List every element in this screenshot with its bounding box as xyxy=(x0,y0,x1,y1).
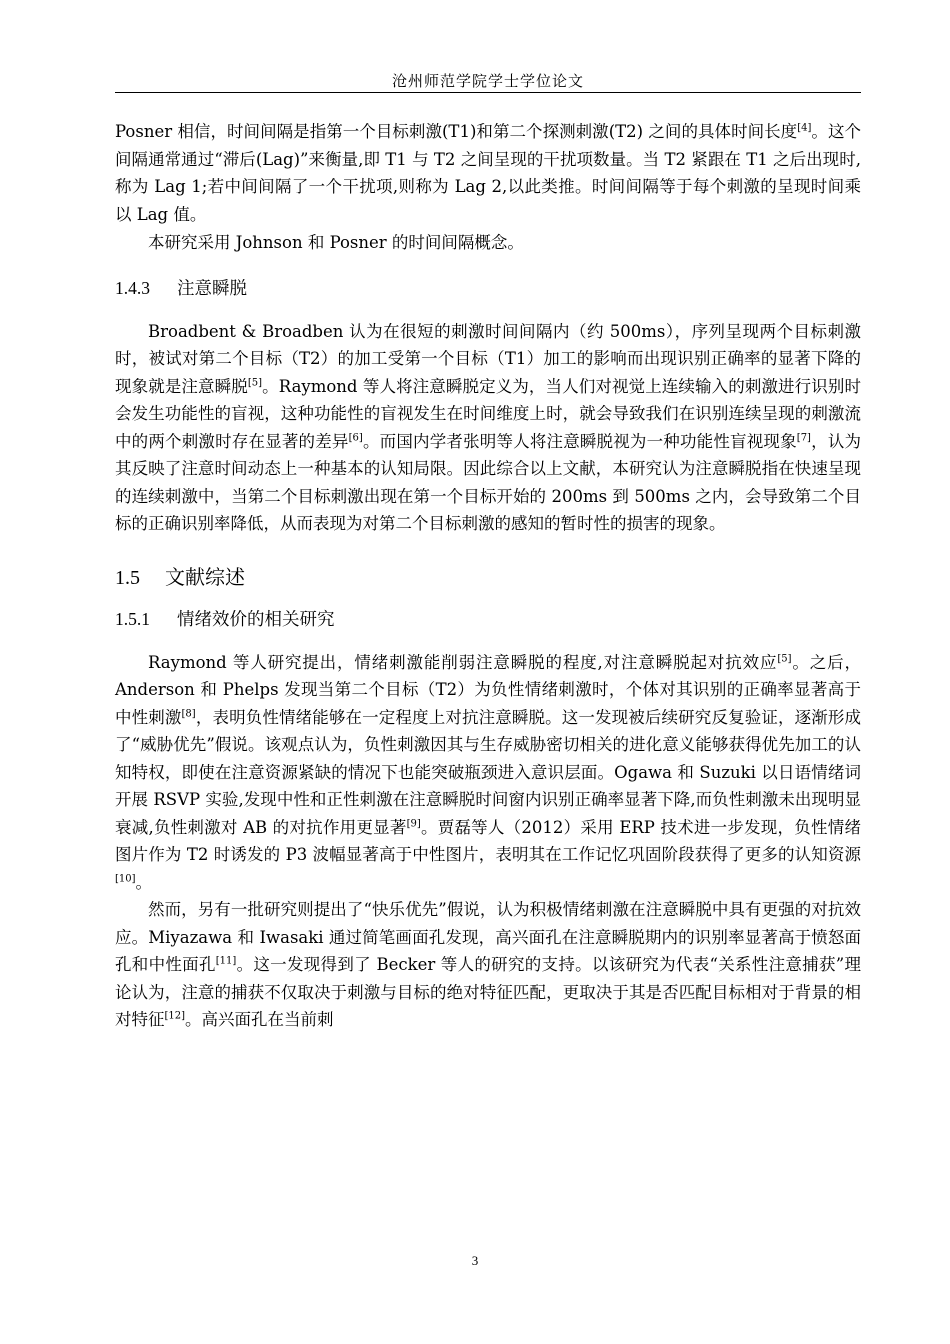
citation-5: [5] xyxy=(777,653,792,664)
text-run: 。Raymond 等人将注意瞬脱定义为，当人们对视觉上连续输入的刺激进行识别时会发生功能性的盲视，这种功能性的盲视发生在时间维度上时，就会导致我们在识别连续呈现的刺激流中的两个刺激时存在显著的差异 xyxy=(115,376,861,451)
section-title: 注意瞬脱 xyxy=(177,278,247,299)
citation-10: [10] xyxy=(115,873,136,884)
citation-11: [11] xyxy=(215,955,237,967)
paragraph-concept-adopted xyxy=(115,229,861,257)
text-run: 。高兴面孔在当前刺 xyxy=(185,1010,334,1029)
page-body xyxy=(115,118,861,1034)
paragraph-attentional-blink-definition xyxy=(115,318,861,538)
page-number: 3 xyxy=(471,1253,479,1268)
paragraph-happiness-priority xyxy=(115,896,861,1034)
text-run: 。贾磊等人（2012）采用 ERP 技术进一步发现，负性情绪图片作为 T2 时诱发的 P3 波幅显著高于中性图片，表明其在工作记忆巩固阶段获得了更多的认知资源 xyxy=(115,817,861,864)
section-number: 1.5.1 xyxy=(115,608,150,629)
section-number: 1.5 xyxy=(115,566,140,589)
citation-7: [7] xyxy=(796,432,811,443)
section-number: 1.4.3 xyxy=(115,277,150,298)
text-run: 然而，另有一批研究则提出了“快乐优先”假说，认为积极情绪刺激在注意瞬脱中具有更强的对抗效应。Miyazawa 和 Iwasaki 通过简笔画面孔发现，高兴面孔在注意瞬脱期内的识别率显著高于愤怒面孔和中性面孔 xyxy=(115,900,861,974)
section-heading-1-4-3 xyxy=(115,275,861,303)
text-run: 。 xyxy=(135,872,153,892)
citation-12: [12] xyxy=(164,1010,186,1022)
text-run: 。之后，Anderson 和 Phelps 发现当第二个目标（T2）为负性情绪刺激时，个体对其识别的正确率显著高于中性刺激 xyxy=(115,652,861,727)
text-run: 。这一发现得到了 Becker 等人的研究的支持。以该研究为代表“关系性注意捕获”理论认为，注意的捕获不仅取决于刺激与目标的绝对特征匹配，更取决于其是否匹配目标相对于背景的相对特征 xyxy=(115,955,861,1029)
citation-9: [9] xyxy=(406,818,421,829)
text-run: 本研究采用 Johnson 和 Posner 的时间间隔概念。 xyxy=(148,233,524,252)
paragraph-emotional-valence-studies xyxy=(115,649,861,897)
text-run: Raymond 等人研究提出，情绪刺激能削弱注意瞬脱的程度,对注意瞬脱起对抗效应 xyxy=(148,652,778,672)
citation-6: [6] xyxy=(348,432,363,443)
text-run: Posner 相信，时间间隔是指第一个目标刺激(T1)和第二个探测刺激(T2) 之间的具体时间长度 xyxy=(115,122,798,141)
section-heading-1-5 xyxy=(115,562,861,593)
text-run: 。而国内学者张明等人将注意瞬脱视为一种功能性盲视现象 xyxy=(362,431,797,451)
text-run: Broadbent & Broadben 认为在很短的刺激时间间隔内（约 500ms），序列呈现两个目标刺激时，被试对第二个目标（T2）的加工受第一个目标（T1）加工的影响而出现识别正确率的显著下降的现象就是注意瞬脱 xyxy=(115,321,861,396)
text-run: ，认为其反映了注意时间动态上一种基本的认知局限。因此综合以上文献，本研究认为注意瞬脱指在快速呈现的连续刺激中，当第二个目标刺激出现在第一个目标开始的 200ms 到 500ms 之内，会导致第二个目标的正确识别率降低，从而表现为对第二个目标刺激的感知的暂时性的损害的现象。 xyxy=(115,431,862,533)
header-rule xyxy=(115,92,861,93)
citation-8: [8] xyxy=(181,708,196,719)
citation-4: [4] xyxy=(797,122,812,134)
section-heading-1-5-1 xyxy=(115,606,861,634)
running-header: 沧州师范学院学士学位论文 xyxy=(391,72,584,90)
paragraph-time-interval xyxy=(115,118,861,228)
text-run: 。这个间隔通常通过“滞后(Lag)”来衡量,即 T1 与 T2 之间呈现的干扰项数量。当 T2 紧跟在 T1 之后出现时,称为 Lag 1;若中间间隔了一个干扰项,则称为 Lag 2,以此类推。时间间隔等于每个刺激的呈现时间乘以 Lag 值。 xyxy=(115,122,862,224)
text-run: ，表明负性情绪能够在一定程度上对抗注意瞬脱。这一发现被后续研究反复验证，逐渐形成了“威胁优先”假说。该观点认为，负性刺激因其与生存威胁密切相关的进化意义能够获得优先加工的认知特权，即使在注意资源紧缺的情况下也能突破瓶颈进入意识层面。Ogawa 和 Suzuki 以日语情绪词开展 RSVP 实验,发现中性和正性刺激在注意瞬脱时间窗内识别正确率显著下降,而负性刺激未出现明显衰减,负性刺激对 AB 的对抗作用更显著 xyxy=(115,707,862,837)
section-title: 情绪效价的相关研究 xyxy=(177,609,335,630)
citation-5: [5] xyxy=(247,377,263,388)
section-title: 文献综述 xyxy=(165,564,245,589)
